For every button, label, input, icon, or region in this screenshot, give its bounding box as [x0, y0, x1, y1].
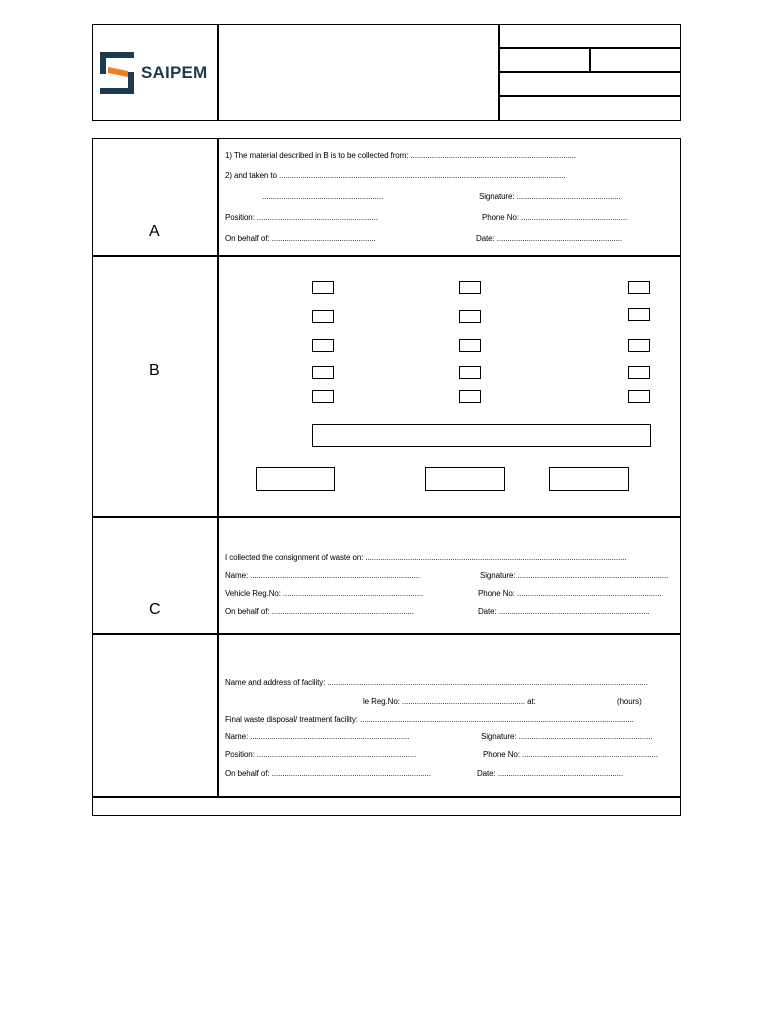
- b-checkbox-col2-row3[interactable]: [459, 339, 481, 352]
- a-position: Position: .........................................................: [225, 213, 378, 222]
- b-checkbox-col3-row2[interactable]: [628, 308, 650, 321]
- section-c-bottom: [92, 633, 681, 635]
- saipem-logo: [100, 52, 210, 94]
- a-collected-from: 1) The material described in B is to be collected from: ..............................................................................: [225, 151, 577, 160]
- b-checkbox-col2-row5[interactable]: [459, 390, 481, 403]
- a-taken-to: 2) and taken to .......................................................................................................................................: [225, 171, 566, 180]
- d-date: Date: ...........................................................: [477, 769, 623, 778]
- a-signature: Signature: .................................................: [479, 192, 621, 201]
- a-name-dots: .........................................................: [262, 192, 383, 201]
- c-phone: Phone No: ....................................................................: [478, 589, 662, 598]
- b-field-2[interactable]: [425, 467, 505, 491]
- section-c-label: C: [149, 601, 161, 618]
- section-b-bottom: [92, 516, 681, 518]
- header-divider-1: [217, 24, 219, 121]
- b-checkbox-col3-row5[interactable]: [628, 390, 650, 403]
- d-final-facility: Final waste disposal/ treatment facility: .................................................................................................................................: [225, 715, 634, 724]
- b-checkbox-col3-row4[interactable]: [628, 366, 650, 379]
- d-signature: Signature: ...............................................................: [481, 732, 653, 741]
- b-field-3[interactable]: [549, 467, 629, 491]
- c-signature: Signature: .......................................................................: [480, 571, 669, 580]
- b-field-1[interactable]: [256, 467, 335, 491]
- section-a-bottom: [92, 255, 681, 257]
- section-a-label: A: [149, 223, 160, 240]
- d-on-behalf: On behalf of: ...........................................................................: [225, 769, 431, 778]
- c-on-behalf: On behalf of: ...................................................................: [225, 607, 414, 616]
- b-checkbox-col1-row3[interactable]: [312, 339, 334, 352]
- b-checkbox-col2-row4[interactable]: [459, 366, 481, 379]
- b-checkbox-col3-row1[interactable]: [628, 281, 650, 294]
- b-checkbox-col1-row4[interactable]: [312, 366, 334, 379]
- d-hours: (hours): [617, 697, 642, 706]
- b-checkbox-col2-row2[interactable]: [459, 310, 481, 323]
- header-col-split: [589, 47, 591, 72]
- form-column-divider: [217, 138, 219, 797]
- d-reg-no: le Reg.No: .......................................................... at:: [363, 697, 536, 706]
- b-description-field[interactable]: [312, 424, 651, 447]
- c-collected-on: I collected the consignment of waste on: ...........................................................................................................................: [225, 553, 627, 562]
- header-row-line-3: [498, 95, 681, 97]
- b-checkbox-col1-row5[interactable]: [312, 390, 334, 403]
- b-checkbox-col1-row2[interactable]: [312, 310, 334, 323]
- c-name: Name: ................................................................................: [225, 571, 420, 580]
- d-phone: Phone No: ................................................................: [483, 750, 658, 759]
- c-vehicle-reg: Vehicle Reg.No: ..................................................................: [225, 589, 424, 598]
- section-d-bottom: [92, 796, 681, 798]
- d-name: Name: ...........................................................................: [225, 732, 410, 741]
- d-facility: Name and address of facility: .......................................................................................................................................................: [225, 678, 648, 687]
- a-on-behalf: On behalf of: .................................................: [225, 234, 376, 243]
- b-checkbox-col2-row1[interactable]: [459, 281, 481, 294]
- b-checkbox-col3-row3[interactable]: [628, 339, 650, 352]
- saipem-logo-icon: [100, 52, 136, 94]
- a-date: Date: ...........................................................: [476, 234, 622, 243]
- section-b-label: B: [149, 362, 160, 379]
- header-divider-2: [498, 24, 500, 121]
- c-date: Date: .......................................................................: [478, 607, 650, 616]
- b-checkbox-col1-row1[interactable]: [312, 281, 334, 294]
- logo-text: SAIPEM: [141, 63, 208, 82]
- d-position: Position: ...........................................................................: [225, 750, 417, 759]
- a-phone: Phone No: ..................................................: [482, 213, 628, 222]
